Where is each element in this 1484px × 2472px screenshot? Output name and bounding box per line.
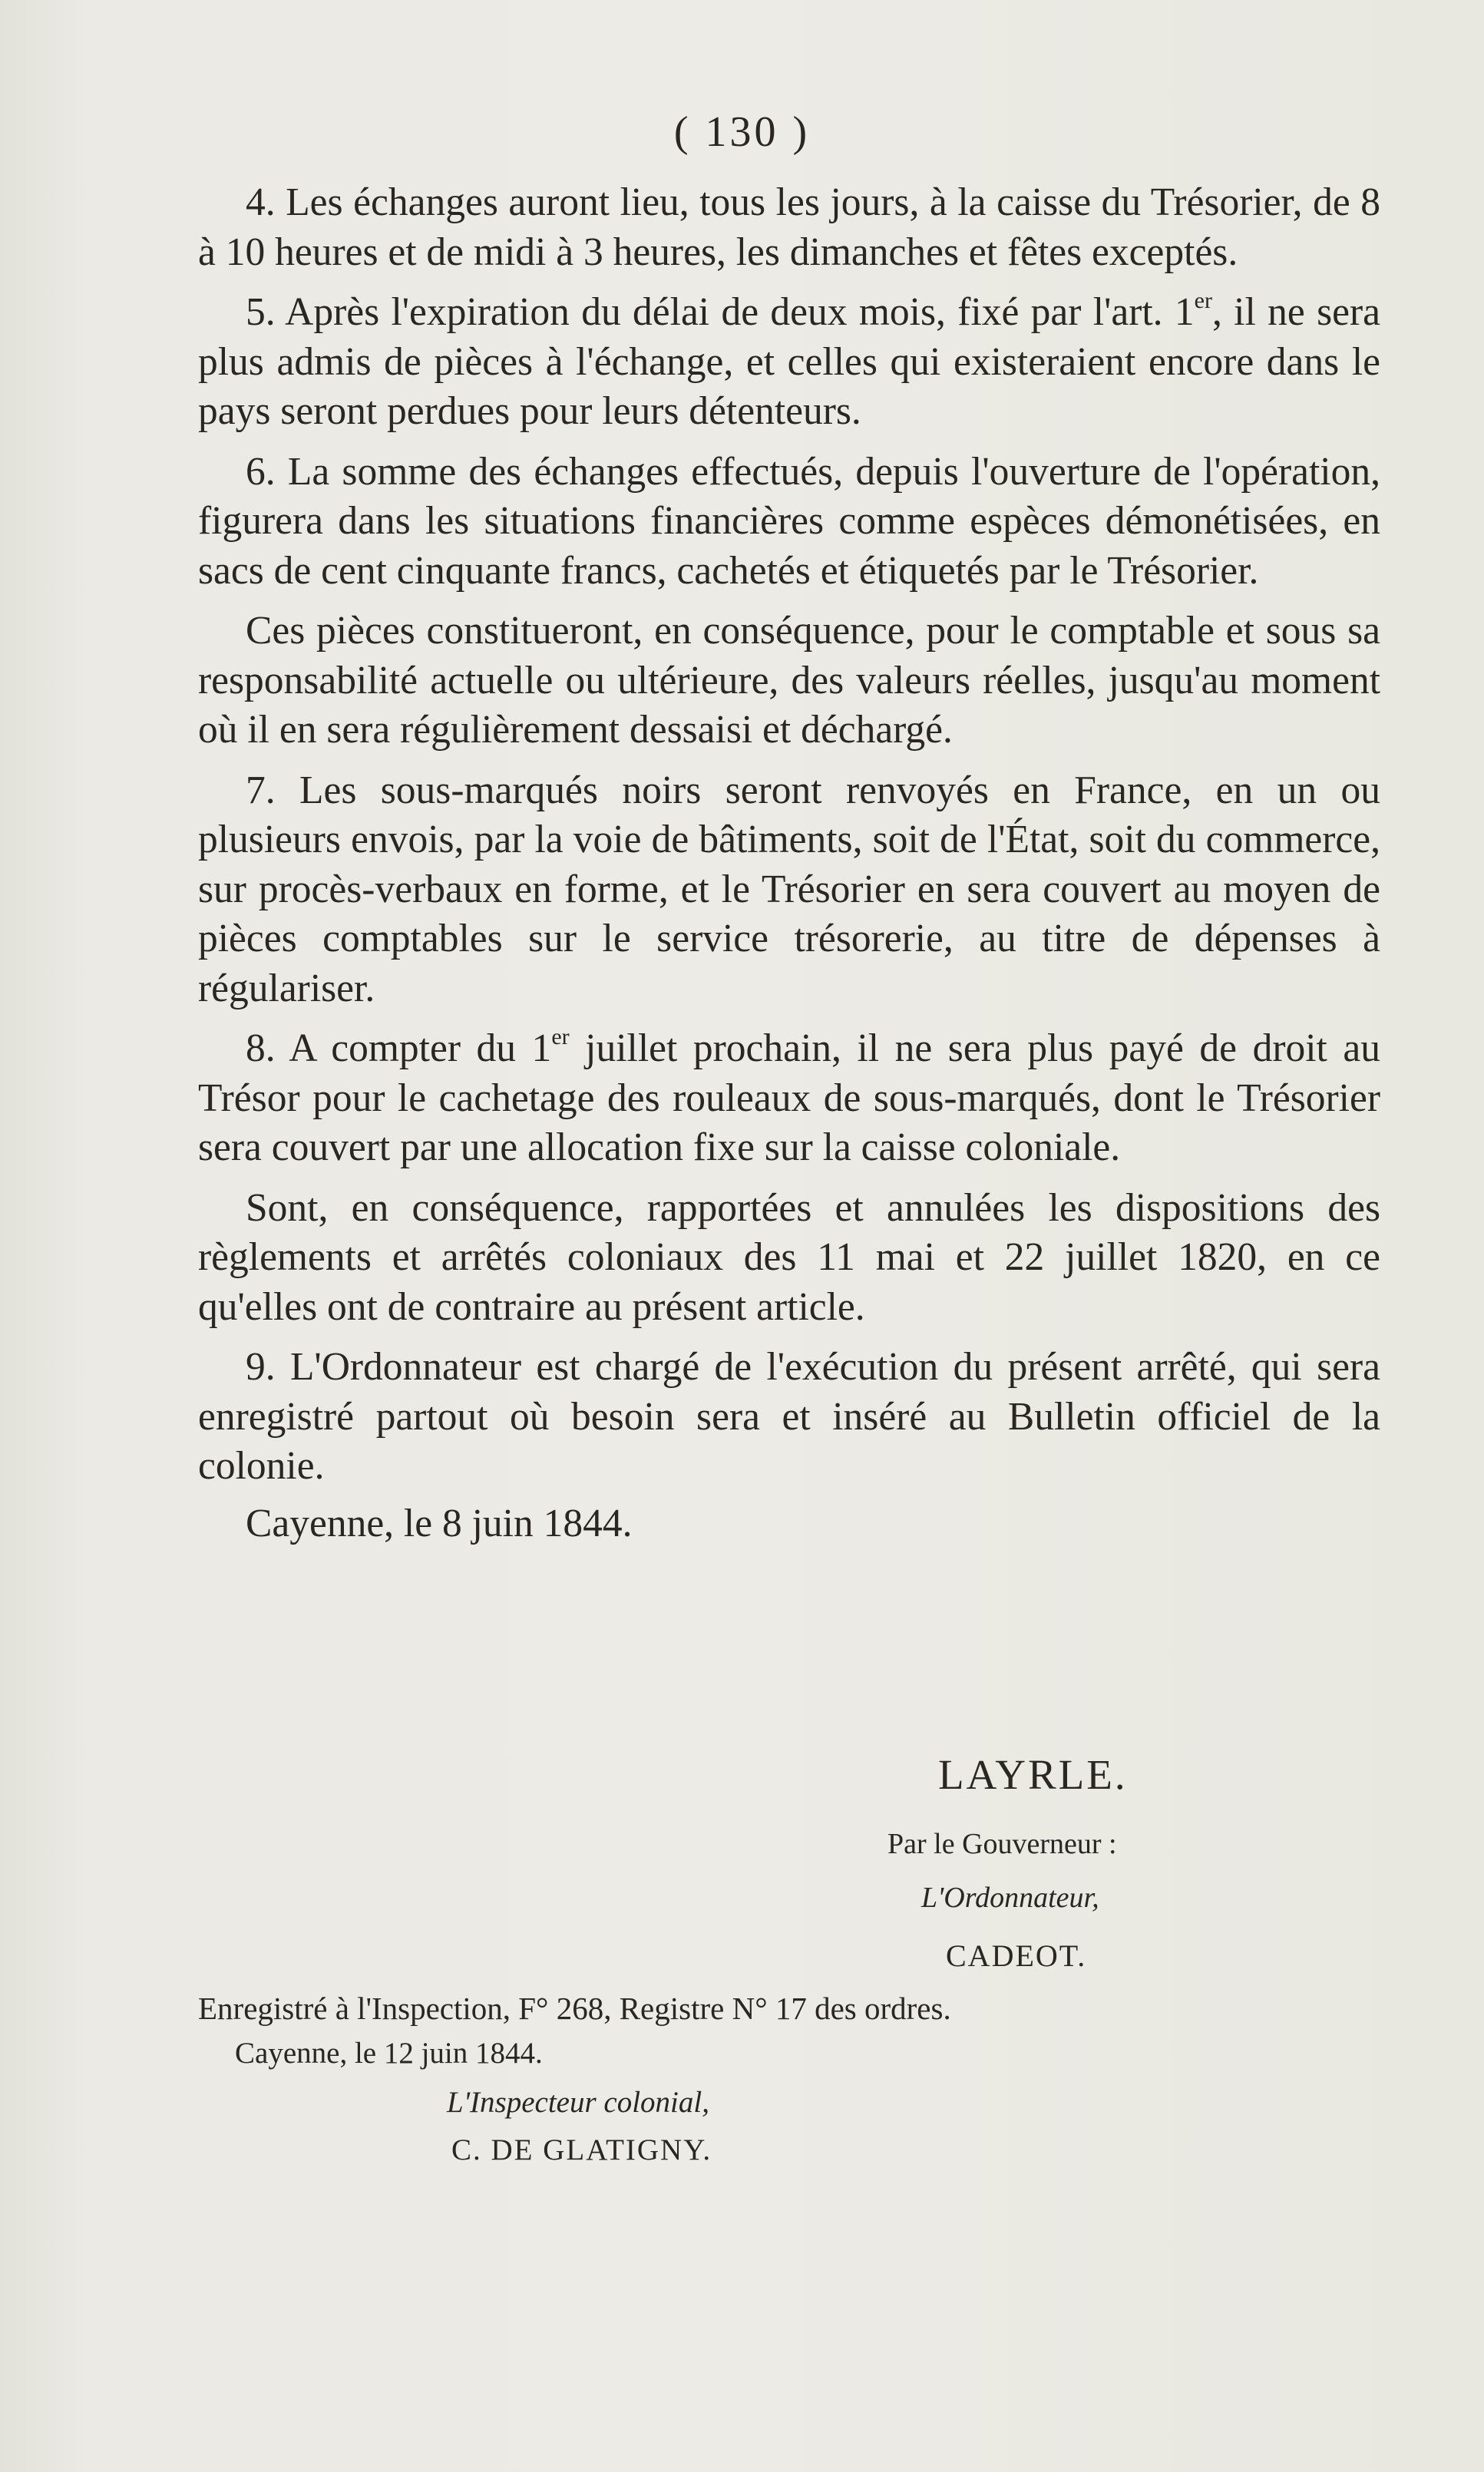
article-5-superscript: er (1194, 288, 1212, 313)
article-8 (198, 1024, 1380, 1173)
article-5 (198, 288, 1380, 437)
article-7: 7. Les sous-marqués noirs seront renvoyés en France, en un ou plusieurs envois, par la voie de bâtiments, soit de l'État, soit du commerce, sur procès-verbaux en forme, et le Trésorier en sera couvert au moyen de pièces comptables sur le service trésorerie, au titre de dépenses à régulariser. (198, 768, 1380, 1010)
inspector-name: C. DE GLATIGNY. (451, 2133, 712, 2166)
article-6-continuation: Ces pièces constitueront, en conséquence, pour le comptable et sous sa responsabilité actuelle ou ultérieure, des valeurs réelles, jusqu'au moment où il en sera régulièrement dessaisi et déchargé. (198, 609, 1380, 752)
inspector-role: L'Inspecteur colonial, (447, 2086, 709, 2119)
article-8-superscript: er (551, 1024, 570, 1049)
ordonnateur-name: CADEOT. (946, 1938, 1087, 1973)
date-line: Cayenne, le 8 juin 1844. (246, 1501, 633, 1545)
article-body (198, 178, 1380, 1548)
article-8-part-2: juillet prochain, il ne sera plus payé de droit au Trésor pour le cachetage des rouleaux de sous-marqués, dont le Trésorier sera couvert par une allocation fixe sur la caisse coloniale. (198, 1026, 1380, 1169)
article-5-part-1: 5. Après l'expiration du délai de deux mois, fixé par l'art. 1 (246, 290, 1195, 334)
article-6: 6. La somme des échanges effectués, depuis l'ouverture de l'opération, figurera dans les situations financières comme espèces démonétisées, en sacs de cent cinquante francs, cachetés et étiquetés par le Trésorier. (198, 449, 1380, 593)
governor-signature: LAYRLE. (938, 1751, 1128, 1798)
registration-date: Cayenne, le 12 juin 1844. (235, 2037, 543, 2070)
page-number: ( 130 ) (673, 108, 811, 156)
article-8-part-1: 8. A compter du 1 (246, 1026, 552, 1070)
article-4: 4. Les échanges auront lieu, tous les jours, à la caisse du Trésorier, de 8 à 10 heures et de midi à 3 heures, les dimanches et fêtes exceptés. (198, 180, 1380, 274)
article-5-part-2: , il ne sera plus admis de pièces à l'échange, et celles qui existeraient encore dans le pays seront perdues pour leurs détenteurs. (198, 290, 1380, 433)
article-9: 9. L'Ordonnateur est chargé de l'exécution du présent arrêté, qui sera enregistré partout où besoin sera et inséré au Bulletin officiel de la colonie. (198, 1345, 1380, 1488)
by-governor-label: Par le Gouverneur : (887, 1828, 1117, 1860)
registration-line: Enregistré à l'Inspection, F° 268, Registre N° 17 des ordres. (198, 1991, 951, 2026)
ordonnateur-role: L'Ordonnateur, (921, 1882, 1099, 1914)
article-8-continuation: Sont, en conséquence, rapportées et annulées les dispositions des règlements et arrêtés coloniaux des 11 mai et 22 juillet 1820, en ce qu'elles ont de contraire au présent article. (198, 1185, 1380, 1329)
